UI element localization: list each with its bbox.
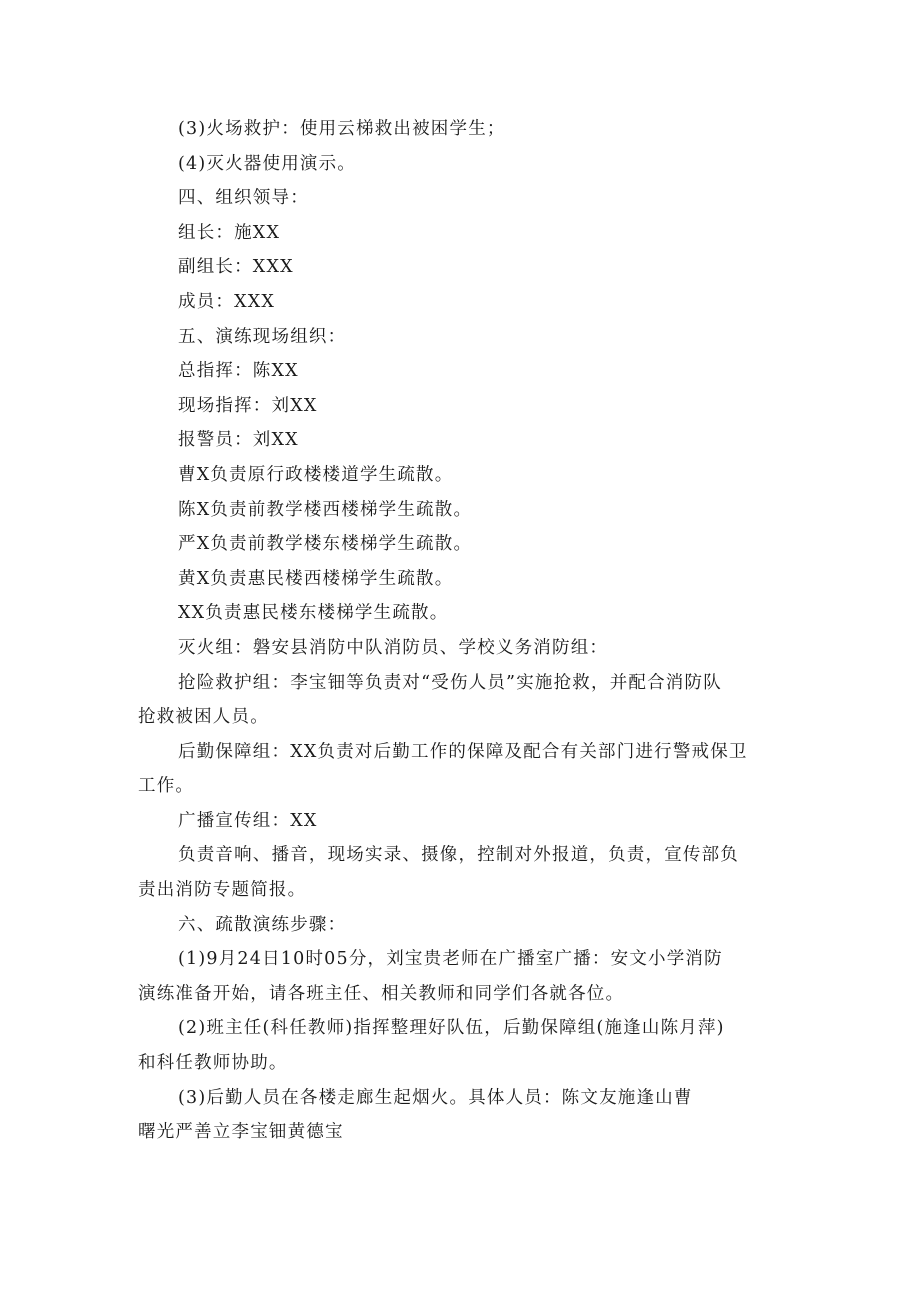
text-line: 成员：XXX [178, 291, 276, 312]
paragraph [138, 1011, 790, 1080]
paragraph [138, 1081, 790, 1150]
paragraph-first-line: 抢险救护组：李宝钿等负责对“受伤人员”实施抢救，并配合消防队 [178, 672, 722, 693]
section-heading: 四、组织领导： [178, 188, 309, 209]
paragraph [138, 666, 790, 735]
text-line: 黄X负责惠民楼西楼梯学生疏散。 [178, 568, 454, 589]
paragraph-continuation: 曙光严善立李宝钿黄德宝 [138, 1122, 344, 1143]
text-line: 严X负责前教学楼东楼梯学生疏散。 [178, 534, 473, 555]
paragraph-first-line: 六、疏散演练步骤： [178, 914, 347, 935]
paragraph [138, 735, 790, 804]
text-line: 组长：施XX [178, 222, 281, 243]
text-line: (4)灭火器使用演示。 [178, 153, 356, 174]
document-page [138, 112, 790, 1150]
paragraph [138, 838, 790, 907]
paragraph-first-line: (3)后勤人员在各楼走廊生起烟火。具体人员：陈文友施逢山曹 [178, 1087, 693, 1108]
text-line: 陈X负责前教学楼西楼梯学生疏散。 [178, 499, 473, 520]
paragraph-continuation: 责出消防专题简报。 [138, 880, 307, 901]
paragraph-continuation: 工作。 [138, 776, 195, 797]
text-line: XX负责惠民楼东楼梯学生疏散。 [178, 603, 449, 624]
paragraph [138, 942, 790, 1011]
text-line: 现场指挥：刘XX [178, 395, 318, 416]
text-line: 灭火组：磐安县消防中队消防员、学校义务消防组： [178, 637, 609, 658]
paragraph-first-line: 广播宣传组：XX [178, 810, 318, 831]
paragraph-continuation: 演练准备开始，请各班主任、相关教师和同学们各就各位。 [138, 983, 625, 1004]
section-heading [138, 908, 790, 943]
text-line: (3)火场救护：使用云梯救出被困学生； [178, 119, 506, 139]
text-line: 曹X负责原行政楼楼道学生疏散。 [178, 464, 454, 485]
paragraph-first-line: (2)班主任(科任教师)指挥整理好队伍，后勤保障组(施逢山陈月萍) [178, 1018, 725, 1039]
paragraph-first-line: 后勤保障组：XX负责对后勤工作的保障及配合有关部门进行警戒保卫 [178, 741, 748, 762]
paragraph-continuation: 抢救被困人员。 [138, 707, 269, 728]
text-line: 总指挥：陈XX [178, 361, 299, 382]
paragraph [138, 804, 790, 839]
text-line: 报警员：刘XX [178, 430, 299, 451]
paragraph-continuation: 和科任教师协助。 [138, 1053, 288, 1074]
paragraph-first-line: 负责音响、播音，现场实录、摄像，控制对外报道，负责，宣传部负 [178, 845, 739, 866]
section-heading: 五、演练现场组织： [178, 326, 347, 347]
paragraph-first-line: (1)9月24日10时05分，刘宝贵老师在广播室广播：安文小学消防 [178, 949, 723, 970]
text-line: 副组长：XXX [178, 257, 294, 278]
